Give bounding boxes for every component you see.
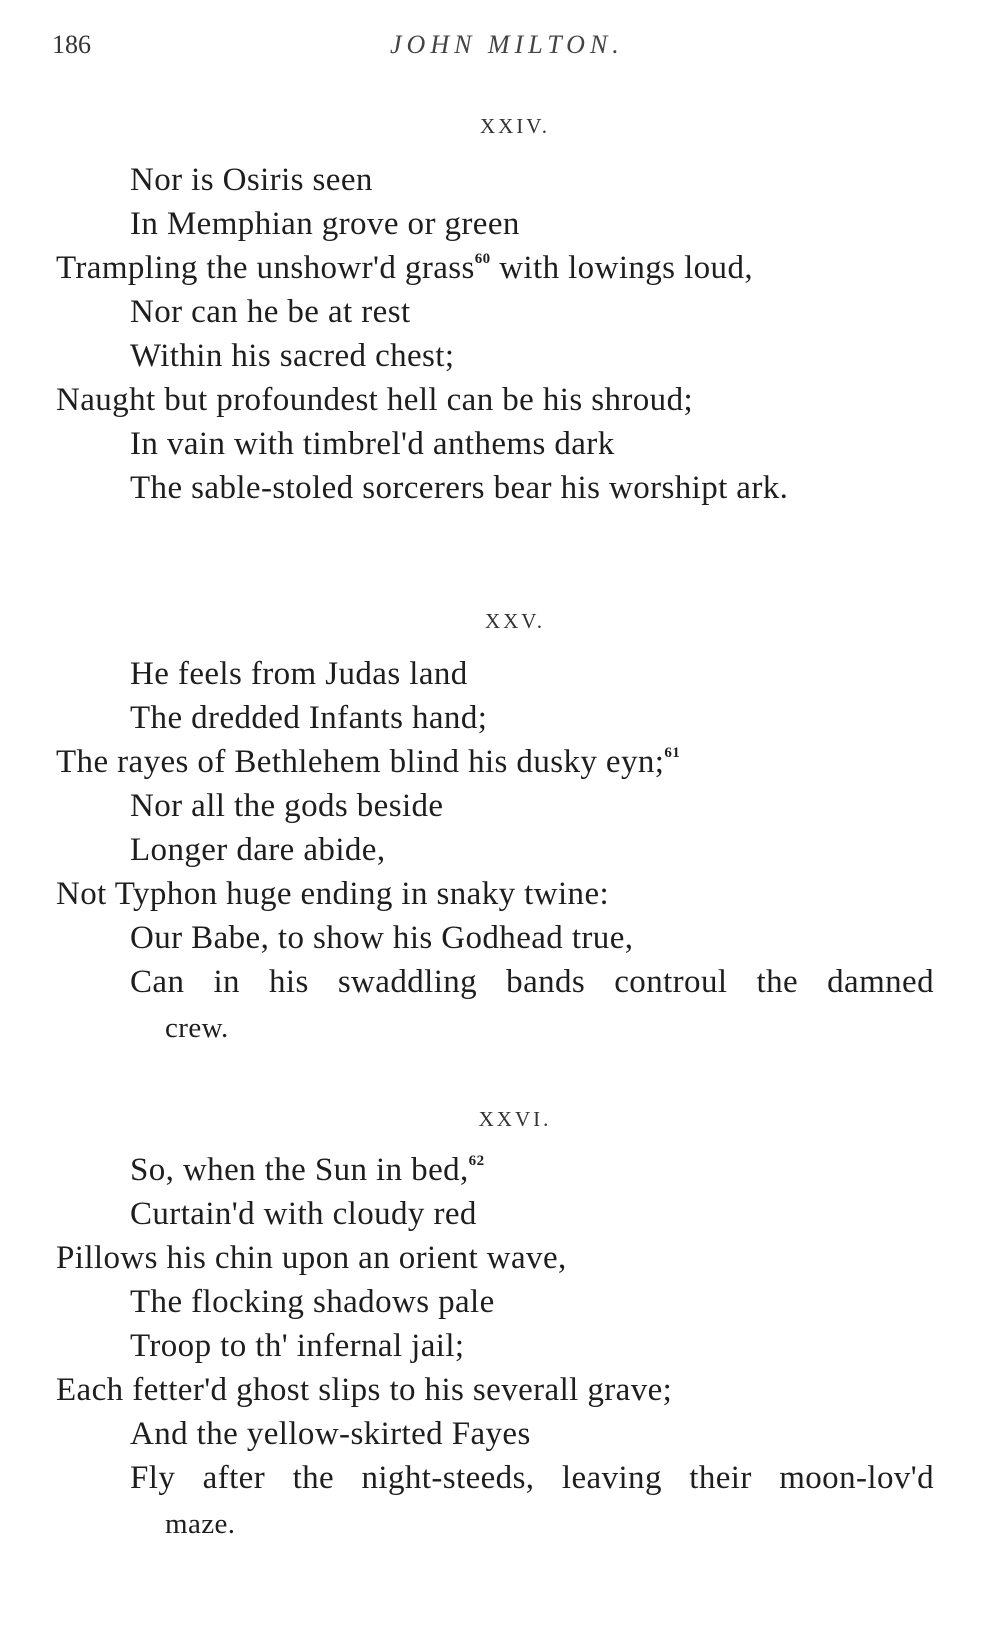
stanza-numeral: XXV. — [484, 609, 546, 633]
verse-line: The sable-stoled sorcerers bear his worshipt ark. — [130, 470, 789, 506]
verse-line: In Memphian grove or green — [130, 206, 520, 242]
footnote-marker: 61 — [664, 745, 681, 761]
verse-text: Trampling the unshowr'd grass — [56, 250, 475, 286]
verse-line: The dredded Infants hand; — [130, 700, 488, 736]
verse-line-continuation: crew. — [165, 1012, 229, 1044]
running-head — [0, 28, 1000, 68]
verse-line: Can in his swaddling bands controul the damned — [130, 964, 934, 1000]
verse-text: So, when the Sun in bed, — [130, 1152, 469, 1188]
running-title: JOHN MILTON. — [390, 30, 624, 59]
verse-text: with lowings loud, — [490, 250, 753, 286]
verse-line-continuation: maze. — [165, 1508, 236, 1540]
verse-line: Nor can he be at rest — [130, 294, 411, 330]
verse-line: Pillows his chin upon an orient wave, — [56, 1240, 567, 1276]
verse-line — [130, 1152, 484, 1189]
verse-line — [56, 744, 680, 781]
verse-line: Longer dare abide, — [130, 832, 386, 868]
verse-line: He feels from Judas land — [130, 656, 468, 692]
verse-line: Each fetter'd ghost slips to his severall grave; — [56, 1372, 673, 1408]
verse-line: Troop to th' infernal jail; — [130, 1328, 465, 1364]
verse-line: Nor all the gods beside — [130, 788, 444, 824]
verse-line: And the yellow-skirted Fayes — [130, 1416, 531, 1452]
footnote-marker: 62 — [468, 1153, 485, 1169]
verse-line: Nor is Osiris seen — [130, 162, 373, 198]
verse-line: Curtain'd with cloudy red — [130, 1196, 477, 1232]
verse-line: Our Babe, to show his Godhead true, — [130, 920, 634, 956]
footnote-marker: 60 — [474, 251, 491, 267]
page-number: 186 — [52, 30, 91, 59]
verse-line: Fly after the night-steeds, leaving their moon-lov'd — [130, 1460, 934, 1496]
verse-line: Within his sacred chest; — [130, 338, 455, 374]
verse-line — [56, 250, 753, 287]
verse-line: The flocking shadows pale — [130, 1284, 495, 1320]
verse-line: Not Typhon huge ending in snaky twine: — [56, 876, 610, 912]
verse-line: In vain with timbrel'd anthems dark — [130, 426, 615, 462]
verse-line: Naught but profoundest hell can be his shroud; — [56, 382, 694, 418]
stanza-numeral: XXVI. — [478, 1107, 552, 1131]
stanza-numeral: XXIV. — [479, 114, 551, 138]
verse-text: The rayes of Bethlehem blind his dusky eyn; — [56, 744, 665, 780]
